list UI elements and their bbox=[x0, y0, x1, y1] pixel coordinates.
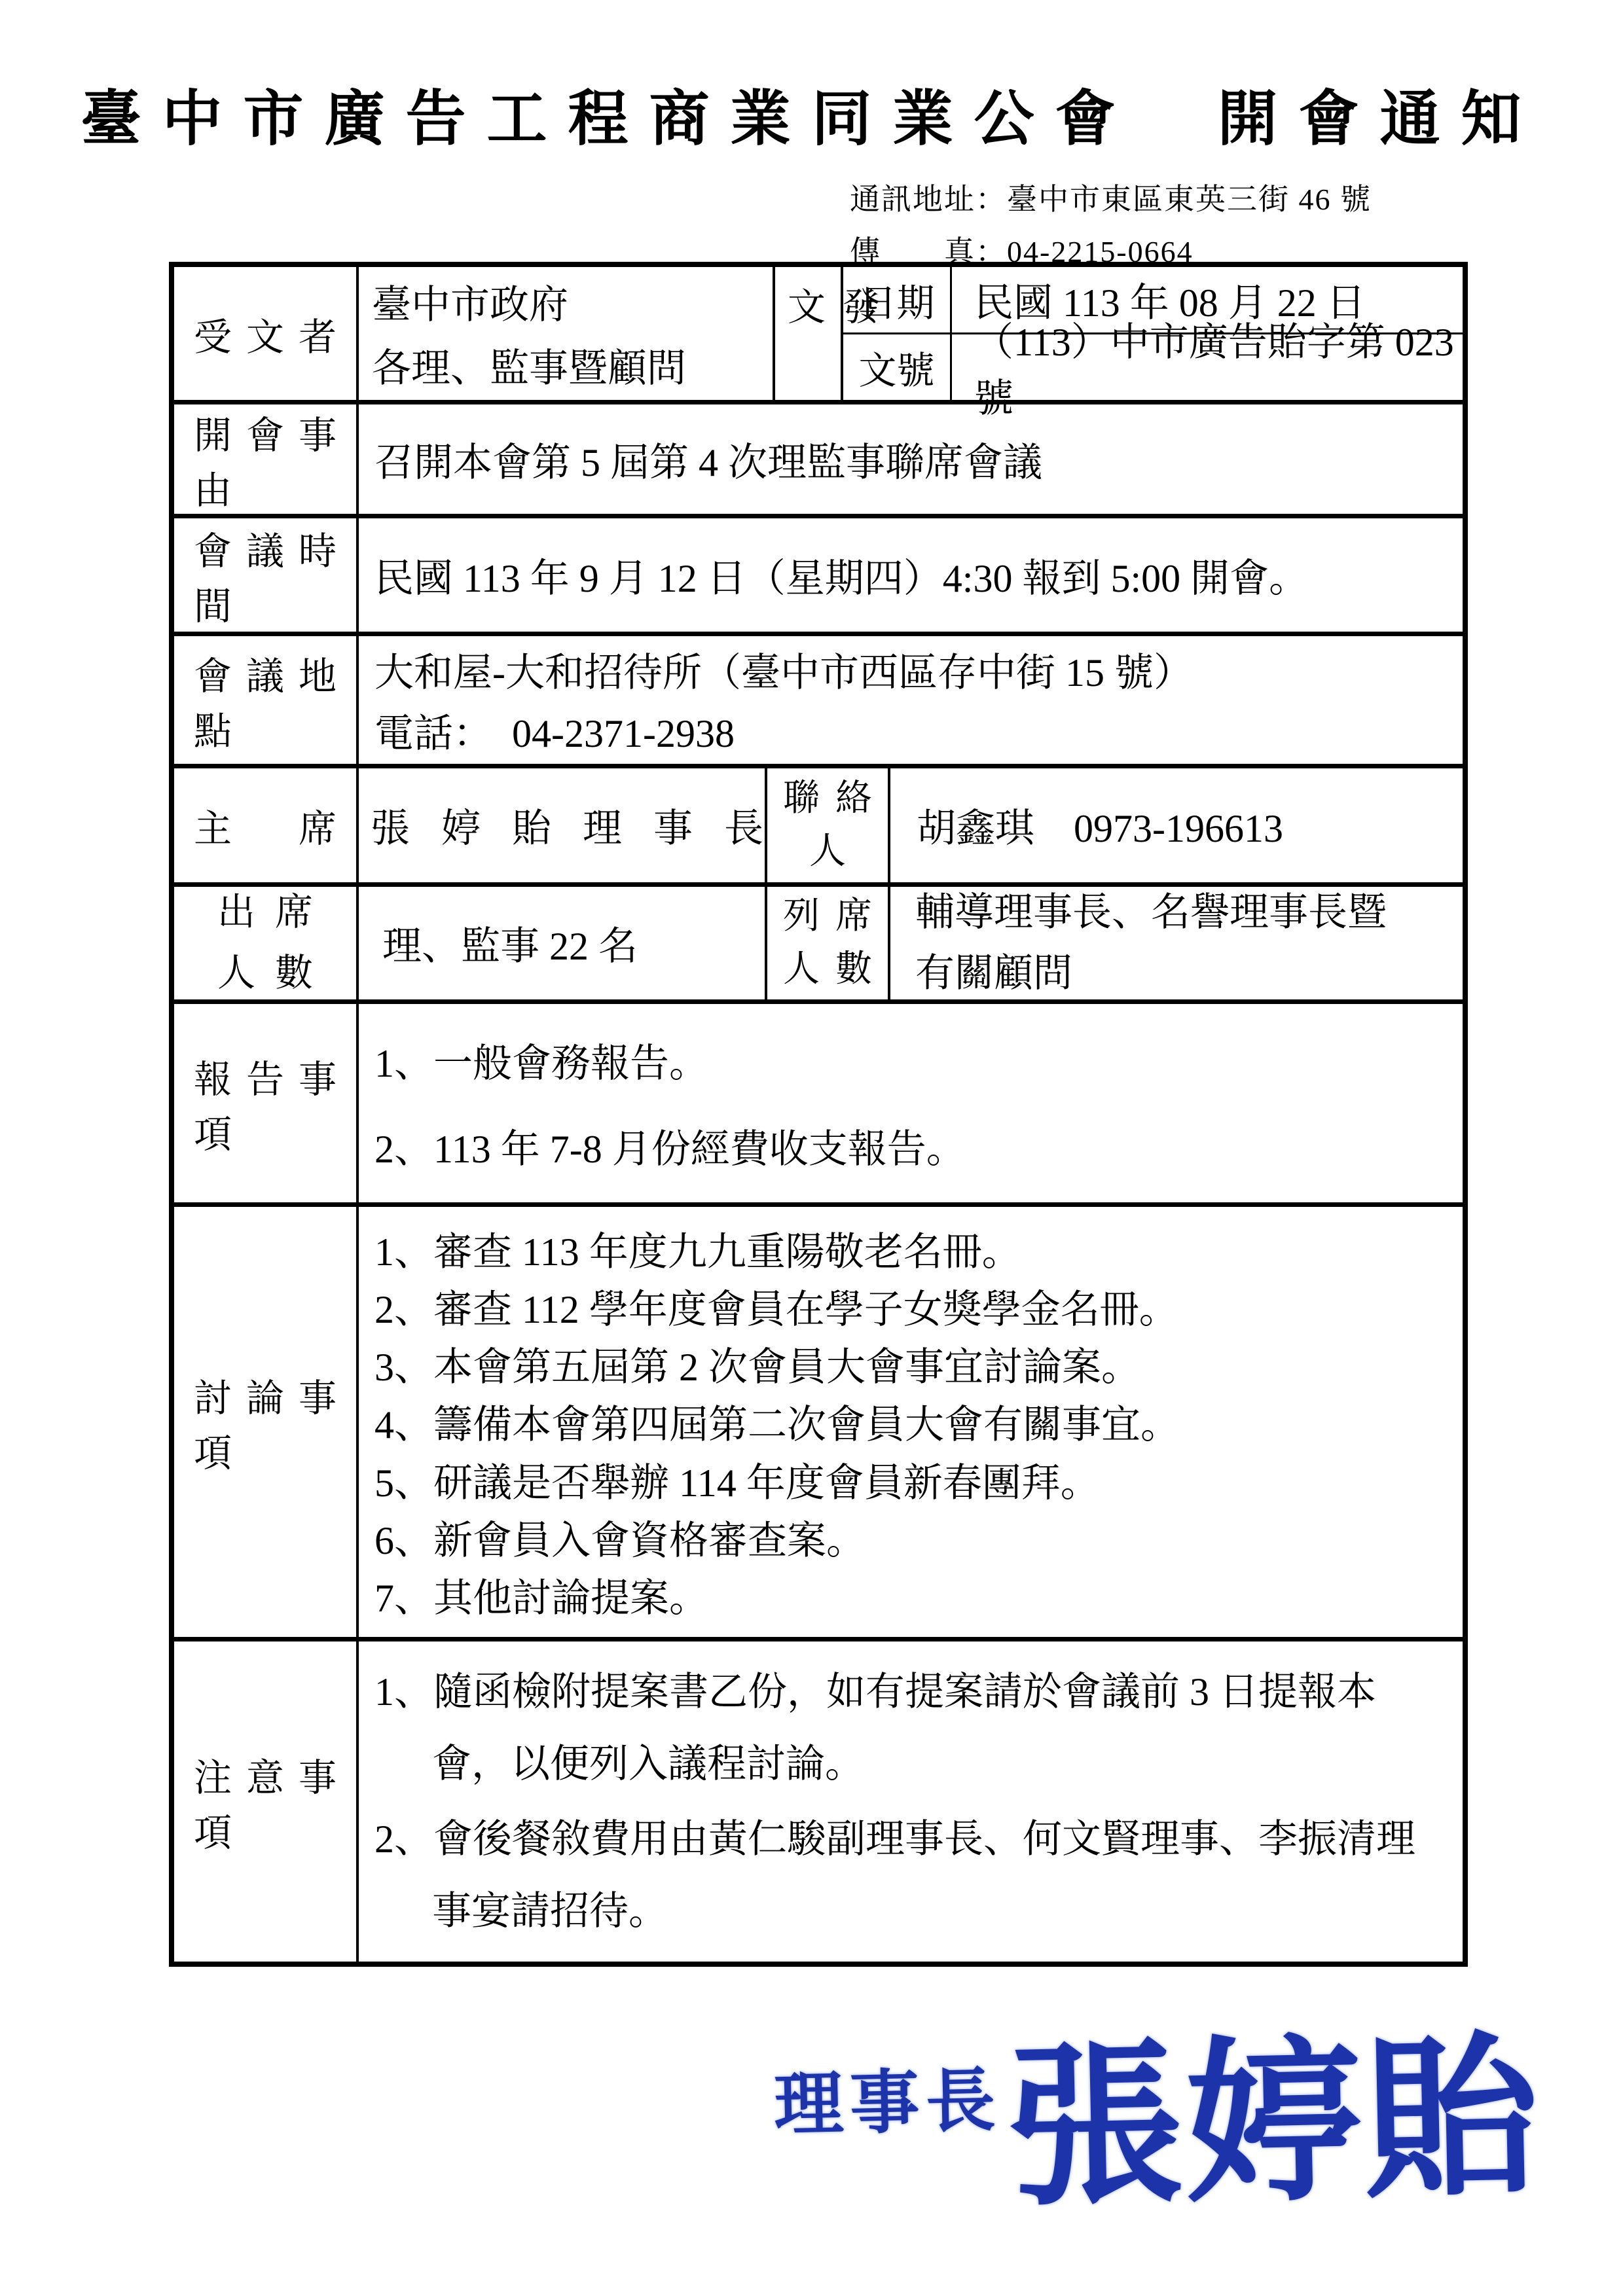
observer-value-line-1: 輔導理事長、名譽理事長暨 bbox=[915, 891, 1387, 934]
notes-items-cell bbox=[359, 1641, 1463, 1962]
attendance-row bbox=[174, 887, 1463, 1004]
contact-label-line-1: 聯絡 bbox=[783, 778, 872, 819]
reason-label-cell bbox=[174, 404, 359, 514]
reason-value: 召開本會第 5 屆第 4 次理監事聯席會議 bbox=[374, 440, 1042, 484]
chair-label-cell bbox=[174, 768, 359, 882]
recipient-line-2: 各理、監事暨顧問 bbox=[372, 346, 686, 390]
notes-label: 注意事項 bbox=[194, 1756, 337, 1854]
report-label-cell bbox=[174, 1004, 359, 1202]
recipient-line-1: 臺中市政府 bbox=[372, 283, 568, 327]
attendance-label bbox=[174, 882, 356, 1004]
report-item: 1、一般會務報告。 bbox=[374, 1041, 708, 1085]
discussion-item: 7、其他討論提案。 bbox=[374, 1576, 708, 1620]
place-row bbox=[174, 636, 1463, 768]
place-label-cell bbox=[174, 636, 359, 764]
chair-label: 主席 bbox=[194, 808, 337, 850]
chair-value-cell bbox=[359, 768, 795, 882]
discussion-row bbox=[174, 1207, 1463, 1641]
report-row bbox=[174, 1004, 1463, 1207]
time-row bbox=[174, 518, 1463, 636]
dispatch-number-label: 文號 bbox=[843, 334, 952, 400]
mailing-address-line: 通訊地址：臺中市東區東英三街 46 號 bbox=[850, 183, 1372, 216]
dispatch-detail-cell bbox=[843, 267, 1463, 420]
time-label: 會議時間 bbox=[194, 529, 337, 628]
recipient-row bbox=[174, 267, 1463, 420]
place-line-2: 電話： 04-2371-2938 bbox=[374, 712, 735, 756]
recipient-label-cell bbox=[174, 267, 359, 400]
discussion-item: 5、研議是否舉辦 114 年度會員新春團拜。 bbox=[374, 1461, 1100, 1505]
attendance-label-line-2: 人數 bbox=[217, 952, 313, 994]
dispatch-number-value: （113）中市廣告貽字第 023 號 bbox=[974, 321, 1454, 420]
discussion-item: 6、新會員入會資格審查案。 bbox=[374, 1518, 866, 1562]
dispatch-label: 發文 bbox=[782, 287, 879, 364]
report-items-cell bbox=[359, 1004, 1463, 1202]
contact-value: 胡鑫琪 0973-196613 bbox=[917, 807, 1283, 850]
place-line-1: 大和屋-大和招待所（臺中市西區存中街 15 號） bbox=[374, 651, 1193, 694]
document-title: 臺中市廣告工程商業同業公會 開會通知 bbox=[81, 86, 1542, 152]
notes-row bbox=[174, 1641, 1463, 1962]
discussion-item: 2、審查 112 學年度會員在學子女獎學金名冊。 bbox=[374, 1288, 1178, 1332]
time-value: 民國 113 年 9 月 12 日（星期四）4:30 報到 5:00 開會。 bbox=[374, 556, 1309, 600]
place-label: 會議地點 bbox=[194, 655, 337, 753]
recipient-value-cell bbox=[359, 267, 775, 400]
attendance-label-line-1: 出席 bbox=[217, 891, 313, 934]
observer-value-cell bbox=[890, 887, 1463, 999]
contact-label-line-2: 人 bbox=[809, 831, 846, 872]
discussion-label: 討論事項 bbox=[194, 1376, 337, 1475]
dispatch-date-value: 民國 113 年 08 月 22 日 bbox=[974, 281, 1366, 325]
dispatch-label-cell bbox=[775, 267, 879, 400]
discussion-items-cell bbox=[359, 1207, 1463, 1637]
fax-number-line: 傳 真：04-2215-0664 bbox=[850, 235, 1194, 268]
reason-label: 開會事由 bbox=[194, 414, 337, 512]
discussion-item: 4、籌備本會第四屆第二次會員大會有關事宜。 bbox=[374, 1403, 1180, 1447]
observer-label-line-2: 人數 bbox=[783, 949, 872, 990]
notes-item: 1、隨函檢附提案書乙份，如有提案請於會議前 3 日提報本會，以便列入議程討論。 bbox=[374, 1670, 1376, 1786]
dispatch-date-label: 日期 bbox=[843, 267, 952, 332]
notes-item: 2、會後餐敘費用由黃仁駿副理事長、何文賢理事、李振清理事宴請招待。 bbox=[374, 1817, 1415, 1933]
chair-name: 張婷貽理事長 bbox=[371, 807, 795, 850]
report-label: 報告事項 bbox=[194, 1058, 337, 1156]
chairman-stamp-name: 張婷貽 bbox=[1005, 2021, 1544, 2227]
discussion-item: 1、審查 113 年度九九重陽敬老名冊。 bbox=[374, 1230, 1021, 1274]
contact-label-cell bbox=[767, 768, 890, 882]
observer-label-line-1: 列席 bbox=[783, 895, 872, 937]
chairman-stamp-title: 理事長 bbox=[773, 2062, 1003, 2144]
meeting-notice-table bbox=[169, 262, 1468, 1967]
report-item: 2、113 年 7-8 月份經費收支報告。 bbox=[374, 1128, 966, 1172]
chair-row bbox=[174, 768, 1463, 887]
attendance-value: 理、監事 22 名 bbox=[359, 887, 767, 999]
discussion-item: 3、本會第五屆第 2 次會員大會事宜討論案。 bbox=[374, 1346, 1140, 1390]
time-label-cell bbox=[174, 518, 359, 632]
dispatch-number-row bbox=[843, 321, 1463, 420]
recipient-label: 受文者 bbox=[194, 315, 337, 359]
discussion-label-cell bbox=[174, 1207, 359, 1637]
observer-value-line-2: 有關顧問 bbox=[915, 952, 1072, 995]
reason-row bbox=[174, 404, 1463, 518]
observer-label-cell bbox=[767, 887, 890, 999]
notes-label-cell bbox=[174, 1641, 359, 1962]
place-value-cell bbox=[359, 636, 1463, 764]
attendance-label-cell bbox=[174, 887, 359, 999]
